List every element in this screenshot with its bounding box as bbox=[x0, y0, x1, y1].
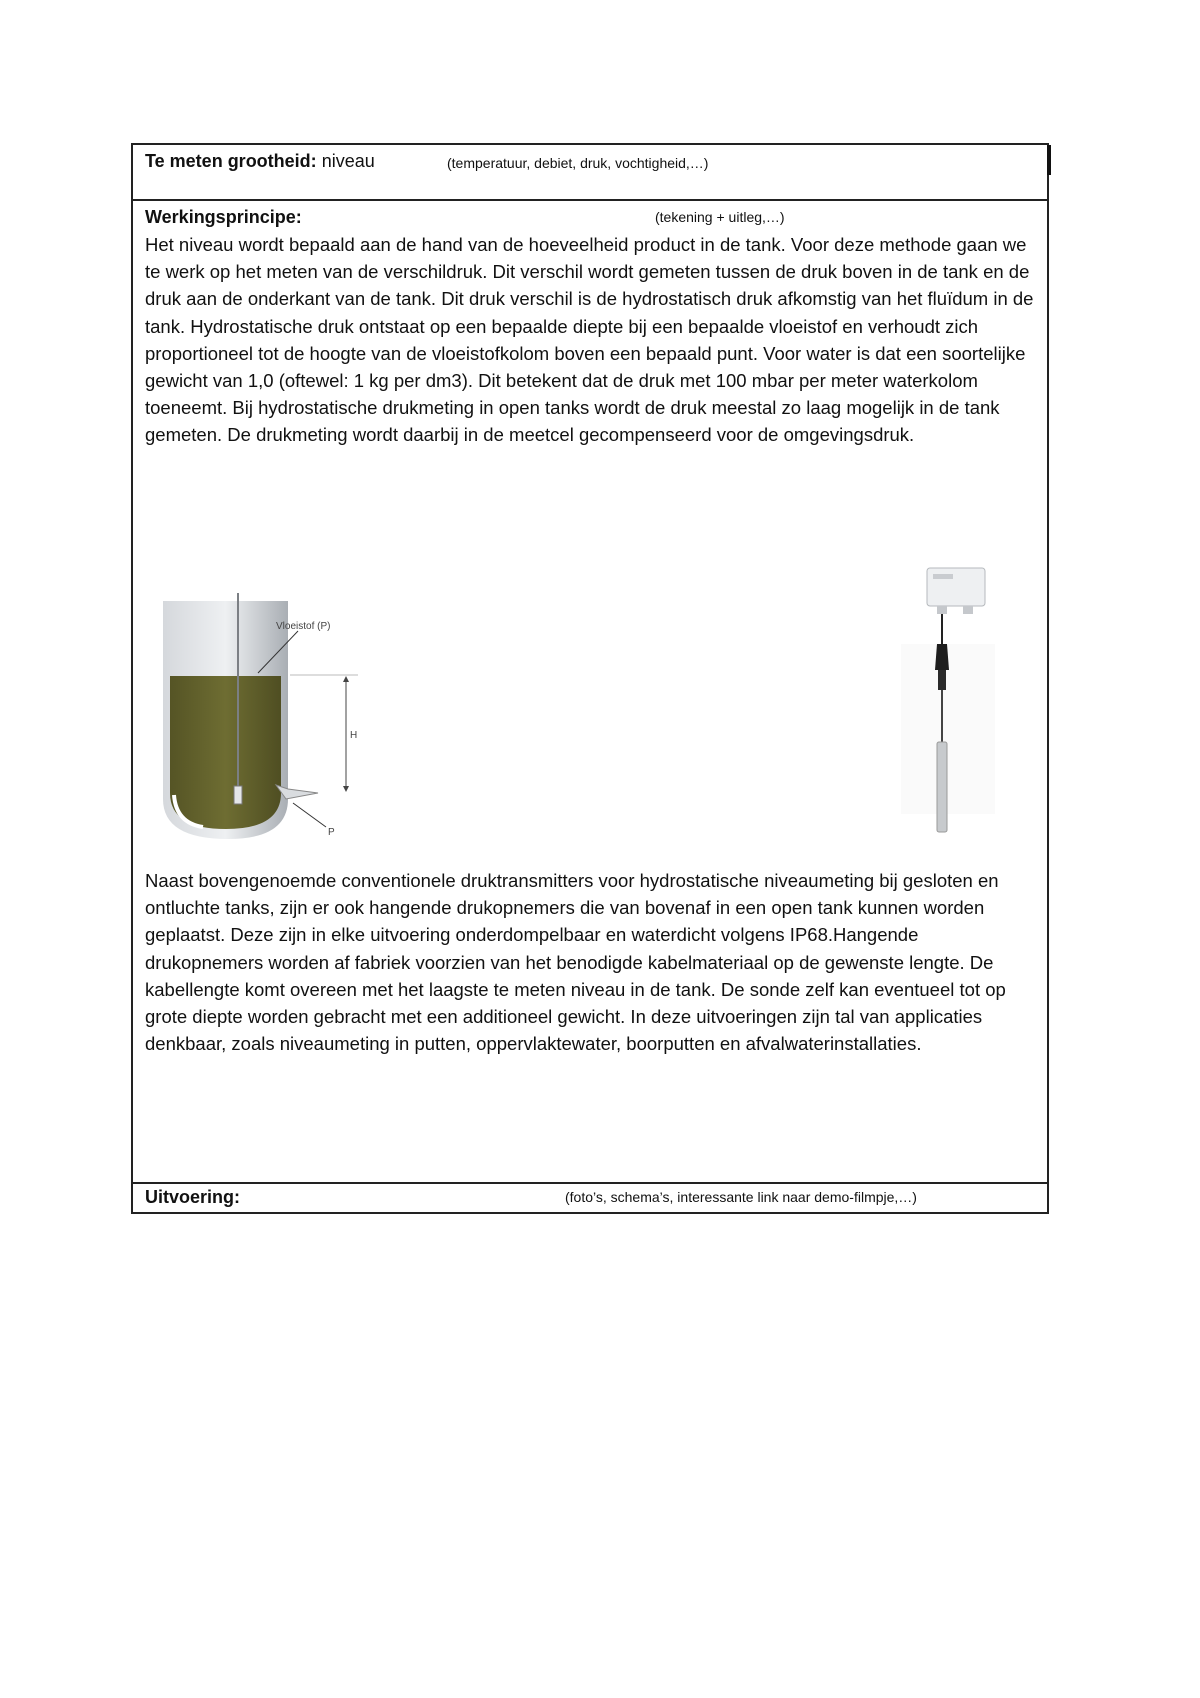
principle-paragraph-1: Het niveau wordt bepaald aan de hand van de hoeveelheid product in de tank. Voor deze methode gaan we te werk op het meten van de verschildruk. Dit verschil wordt gemeten tussen de druk boven in de tank en de druk aan de onderkant van de tank. Dit druk verschil is de hydrostatisch druk afkomstig van het fluïdum in de tank. Hydrostatische druk ontstaat op een bepaalde diepte bij een bepaalde vloeistof en verhoudt zich proportioneel tot de hoogte van de vloeistofkolom boven een bepaald punt. Voor water is dat een soortelijke gewicht van 1,0 (oftewel: 1 kg per dm3). Dit betekent dat de druk met 100 mbar per meter waterkolom toeneemt. Bij hydrostatische drukmeting in open tanks wordt de druk meestal zo laag mogelijk in de tank gemeten. De drukmeting wordt daarbij in de meetcel gecompenseerd voor de omgevingsdruk. bbox=[145, 234, 1034, 446]
principle-label: Werkingsprincipe: bbox=[145, 207, 302, 227]
height-label: H bbox=[350, 730, 358, 741]
junction-box bbox=[927, 568, 985, 606]
cable-gland-left bbox=[937, 606, 947, 614]
strain-relief bbox=[938, 670, 946, 690]
principle-paragraph-2: Naast bovengenoemde conventionele druktransmitters voor hydrostatische niveaumeting bij gesloten en ontluchte tanks, zijn er ook hangende drukopnemers die van bovenaf in een open tank kunnen worden geplaatst. Deze zijn in elke uitvoering onderdompelbaar en waterdicht volgens IP68.Hangende drukopnemers worden af fabriek voorzien van het benodigde kabelmateriaal op de gewenste lengte. De kabellengte komt overeen met het laagste te meten niveau in de tank. De sonde zelf kan eventueel tot op grote diepte worden gebracht met een additioneel gewicht. In deze uitvoeringen zijn tal van applicaties denkbaar, zoals niveaumeting in putten, oppervlaktewater, boorputten en afvalwaterinstallaties. bbox=[145, 870, 1006, 1055]
pressure-label: P bbox=[328, 827, 335, 838]
border-accent bbox=[1047, 145, 1051, 175]
junction-box-label bbox=[933, 574, 953, 579]
form-table bbox=[131, 143, 1049, 1214]
probe-sensor bbox=[234, 786, 242, 804]
implementation-row bbox=[133, 1184, 1047, 1212]
cable-gland-right bbox=[963, 606, 973, 614]
measured-quantity-hint: (temperatuur, debiet, druk, vochtigheid,…) bbox=[447, 155, 709, 171]
height-arrow-head-top bbox=[343, 676, 349, 682]
implementation-hint: (foto’s, schema’s, interessante link naar demo-filmpje,…) bbox=[565, 1189, 917, 1205]
height-arrow-head-bottom bbox=[343, 786, 349, 792]
measured-quantity-value: niveau bbox=[321, 151, 375, 171]
hanging-probe-photo bbox=[893, 566, 1003, 851]
liquid-fill bbox=[170, 676, 281, 829]
cable-clamp bbox=[935, 644, 949, 670]
measured-quantity-label: Te meten grootheid: bbox=[145, 151, 317, 171]
principle-hint: (tekening + uitleg,…) bbox=[655, 209, 785, 225]
tank-diagram bbox=[158, 581, 378, 851]
principle-section bbox=[133, 201, 1047, 1184]
pressure-leader bbox=[293, 803, 326, 827]
liquid-label: Vloeistof (P) bbox=[276, 621, 331, 632]
probe-body bbox=[937, 742, 947, 832]
implementation-label: Uitvoering: bbox=[145, 1187, 241, 1207]
measured-quantity-row bbox=[133, 145, 1047, 201]
